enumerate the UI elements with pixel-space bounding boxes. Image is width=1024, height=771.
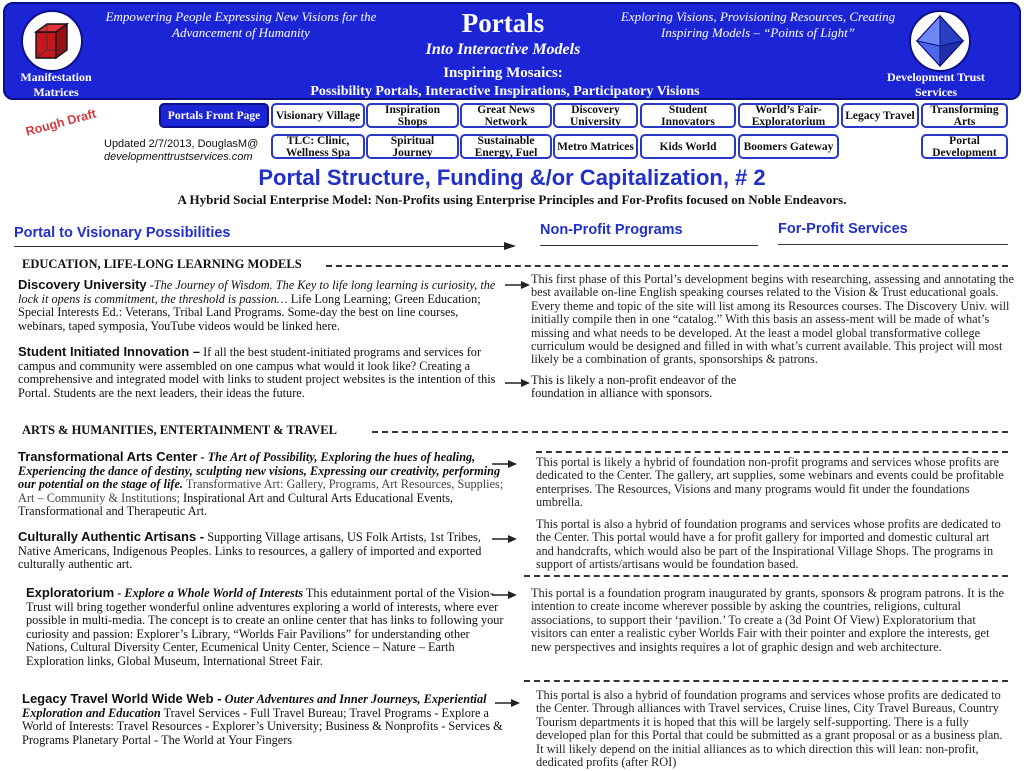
tagline-right: Exploring Visions, Provisioning Resources, Creating Inspiring Models – “Points of Light” (620, 9, 896, 40)
portal-description: This edutainment portal of the Vision-Trust will bring together wonderful online adventures exploring a world of interests, where ever possible in multi-media. The concept is to create an online center that has links to following your curiosity and passion: Explorer’s Library, “Worlds Fair Pavilions” for understanding other Nations, Cultural Diversity Center, Ecumenical Unity Center, Science – Nature – Earth Exploration links, Global Museum, International Street Fair. (26, 586, 504, 668)
arrow-right-icon (495, 698, 521, 708)
portal-description: Inspirational Art and Cultural Arts Educational Events, Transformational and Therapeutic Art. (18, 490, 454, 519)
nav-spiritual-journey[interactable]: Spiritual Journey (366, 134, 459, 159)
portal-entry-student-innovation (18, 345, 504, 400)
nav-sustainable-energy-fuel[interactable]: Sustainable Energy, Fuel (460, 134, 552, 159)
section-heading-arts: ARTS & HUMANITIES, ENTERTAINMENT & TRAVEL (22, 423, 337, 437)
arrow-right-icon (492, 590, 518, 600)
portal-description: Travel Services - Full Travel Bureau; Travel Programs - Explore a World of Interests: Travel Resources - Explorer’s University; Business & Nonprofits - Services & Programs Planetary Portal - The World at Your Fingers (22, 705, 503, 747)
portal-name[interactable]: Culturally Authentic Artisans - (18, 529, 205, 544)
development-trust-logo[interactable] (909, 10, 971, 72)
section-divider (372, 431, 1008, 433)
arrow-right-icon (505, 378, 531, 388)
nav-transforming-arts[interactable]: Transforming Arts (921, 103, 1008, 128)
mosaics-subtitle: Possibility Portals, Interactive Inspirations, Participatory Visions (310, 84, 700, 99)
column-header-nonprofit: Non-Profit Programs (540, 222, 683, 238)
portal-tagline: - The Art of Possibility, Exploring the hues of healing, Experiencing the dance of destiny, sculpting new visions, Expressing our creativity, performing our potential on the stage of life. (18, 450, 501, 492)
portal-description: Life Long Learning; Green Education; Special Interests Ed.: Veterans, Tribal Land Programs. Some-day the best on line courses, webinars, taped symposia, YouTube videos would be linked here. (18, 291, 481, 333)
blue-octahedron-icon (911, 12, 969, 70)
arrow-right-icon (505, 280, 531, 290)
logo-left-caption: Manifestation Matrices (20, 70, 92, 99)
portal-tagline: -The Journey of Wisdom. The Key to life long learning is curiosity, the lock it opens is commitment, the threshold is passion… (18, 278, 496, 306)
portal-tagline: - Explore a Whole World of Interests (114, 586, 304, 600)
portal-detail-exploratorium: This portal is a foundation program inaugurated by grants, sponsors & program patrons. It is the intention to create income wherever possible by asking the countries, religions, cultural associations, to support their ‘pavilion.’ To create a (3d Point Of View) Exploratorium that visitors can enter a realistic cyber Worlds Fair with their pointer and explore the interests, get new perspectives and insights requires a lot of graphic design and web architecture. (531, 586, 1004, 654)
tagline-left: Empowering People Expressing New Visions for the Advancement of Humanity (105, 9, 377, 40)
portal-tagline: Outer Adventures and Inner Journeys, Experiential Exploration and Education (22, 692, 487, 720)
nav-legacy-travel[interactable]: Legacy Travel (841, 103, 919, 128)
rough-draft-stamp: Rough Draft (24, 106, 98, 139)
portal-detail-discovery-university: This first phase of this Portal’s development begins with researching, assessing and annotating the best available on-line English speaking courses related to the Vision & Trust educational goals. Every theme and topic of the site will list among its Resources courses. The Discovery Univ. will initially compile then in one “catalog.” With this basis an assess-ment will be made of what’s missing and what needs to be developed. At the least a model global transformative college curriculum would be designed and filled in with what’s current available. This project will most likely be a combination of grants, sponsorships & patrons. (531, 272, 1014, 367)
section-divider (524, 575, 1008, 577)
portal-name[interactable]: Exploratorium (26, 585, 115, 600)
nav-worlds-fair-exploratorium[interactable]: World’s Fair- Exploratorium (738, 103, 839, 128)
arrow-right-icon (492, 534, 518, 544)
nav-visionary-village[interactable]: Visionary Village (271, 103, 365, 128)
portal-entry-culturally-authentic (18, 530, 504, 572)
section-divider (326, 265, 1008, 267)
page-subtitle: A Hybrid Social Enterprise Model: Non-Profits using Enterprise Principles and For-Profits focused on Noble Endeavors. (177, 192, 847, 207)
updated-date: Updated 2/7/2013, DouglasM@ (104, 138, 259, 150)
page-title: Portal Structure, Funding &/or Capitalization, # 2 (258, 165, 766, 190)
portal-description: If all the best student-initiated programs and services for campus and community were assembled on one campus what would it look like? Creating a comprehensive and integrated model with links to student project websites is the intention of this Portal. Students are the next leaders, their ideas the future. (18, 345, 496, 400)
nav-student-innovators[interactable]: Student Innovators (640, 103, 736, 128)
mosaics-title: Inspiring Mosaics: (443, 65, 563, 81)
portal-detail-student-innovation: This is likely a non-profit endeavor of the foundation in alliance with sponsors. (531, 373, 737, 401)
updated-email[interactable]: developmenttrustservices.com (104, 151, 253, 163)
nav-discovery-university[interactable]: Discovery University (553, 103, 638, 128)
column-header-portal: Portal to Visionary Possibilities (14, 225, 231, 241)
portal-name[interactable]: Student Initiated Innovation – (18, 344, 200, 359)
logo-right-caption: Development Trust Services (887, 70, 985, 99)
nav-inspiration-shops[interactable]: Inspiration Shops (366, 103, 459, 128)
portal-entry-transformational-arts (18, 450, 504, 519)
portals-title: Portals (461, 8, 545, 38)
portal-name[interactable]: Legacy Travel World Wide Web - (22, 691, 222, 706)
portals-subtitle: Into Interactive Models (425, 41, 581, 58)
portal-name[interactable]: Transformational Arts Center (18, 449, 198, 464)
portal-detail-transformational-arts: This portal is likely a hybrid of foundation non-profit programs and services whose profits are dedicated to the Center. The gallery, art supplies, some webinars and events could be profitable enterprises. The Resources, Visions and many programs would fit under the foundations umbrella. (536, 455, 1004, 510)
nav-boomers-gateway[interactable]: Boomers Gateway (738, 134, 839, 159)
column-underline-right (778, 244, 1008, 245)
portal-detail-culturally-authentic: This portal is also a hybrid of foundation programs and services whose profits are dedicated to the Center. This portal would have a for profit gallery for imported and domestic cultural art and handcrafts, which would also be part of the Inspirational Village Shops. The programs in support of artists/artisans would be foundation based. (536, 517, 1001, 572)
portal-entry-legacy-travel (22, 692, 504, 747)
nav-tlc-clinic-wellness-spa[interactable]: TLC: Clinic, Wellness Spa (271, 134, 365, 159)
updated-note (104, 138, 334, 164)
header-banner (3, 2, 1021, 100)
portal-description-extra: Transformative Art: Gallery, Programs, Art Resources, Supplies; Art – Community & Institutions; (18, 477, 504, 505)
nav-metro-matrices[interactable]: Metro Matrices (553, 134, 638, 159)
section-divider (524, 680, 1008, 682)
nav-kids-world[interactable]: Kids World (640, 134, 736, 159)
nav-portal-development[interactable]: Portal Development (921, 134, 1008, 159)
column-header-forprofit: For-Profit Services (778, 221, 908, 237)
portal-entry-discovery-university (18, 278, 504, 333)
column-underline-middle (540, 245, 758, 246)
nav-great-news-network[interactable]: Great News Network (460, 103, 552, 128)
red-cube-icon (23, 12, 81, 70)
portal-detail-legacy-travel: This portal is also a hybrid of foundation programs and services whose profits are dedicated to the Center. Through alliances with Travel services, Cruise lines, City Travel Bureaus, Country Tourism departments it is hoped that this will be largely self-supporting. There is a fully developed plan for this Portal that could be submitted as a grant proposal or as a business plan. It will likely depend on the initial alliances as to which direction this will lean: non-profit, dedicated profits (after ROI) (536, 688, 1003, 770)
manifestation-matrices-logo[interactable] (21, 10, 83, 72)
arrow-right-icon (492, 459, 518, 469)
arrow-right-icon (504, 241, 518, 251)
section-heading-education: EDUCATION, LIFE-LONG LEARNING MODELS (22, 257, 302, 271)
portal-name[interactable]: Discovery University (18, 277, 147, 292)
portal-description: Supporting Village artisans, US Folk Artists, 1st Tribes, Native Americans, Indigenous Peoples. Links to resources, a gallery of imported and exported culturally authentic art. (18, 530, 482, 572)
section-divider (536, 451, 1008, 453)
nav-portals-front-page[interactable]: Portals Front Page (159, 103, 269, 128)
portal-entry-exploratorium (26, 586, 504, 669)
column-underline-left (14, 246, 514, 247)
